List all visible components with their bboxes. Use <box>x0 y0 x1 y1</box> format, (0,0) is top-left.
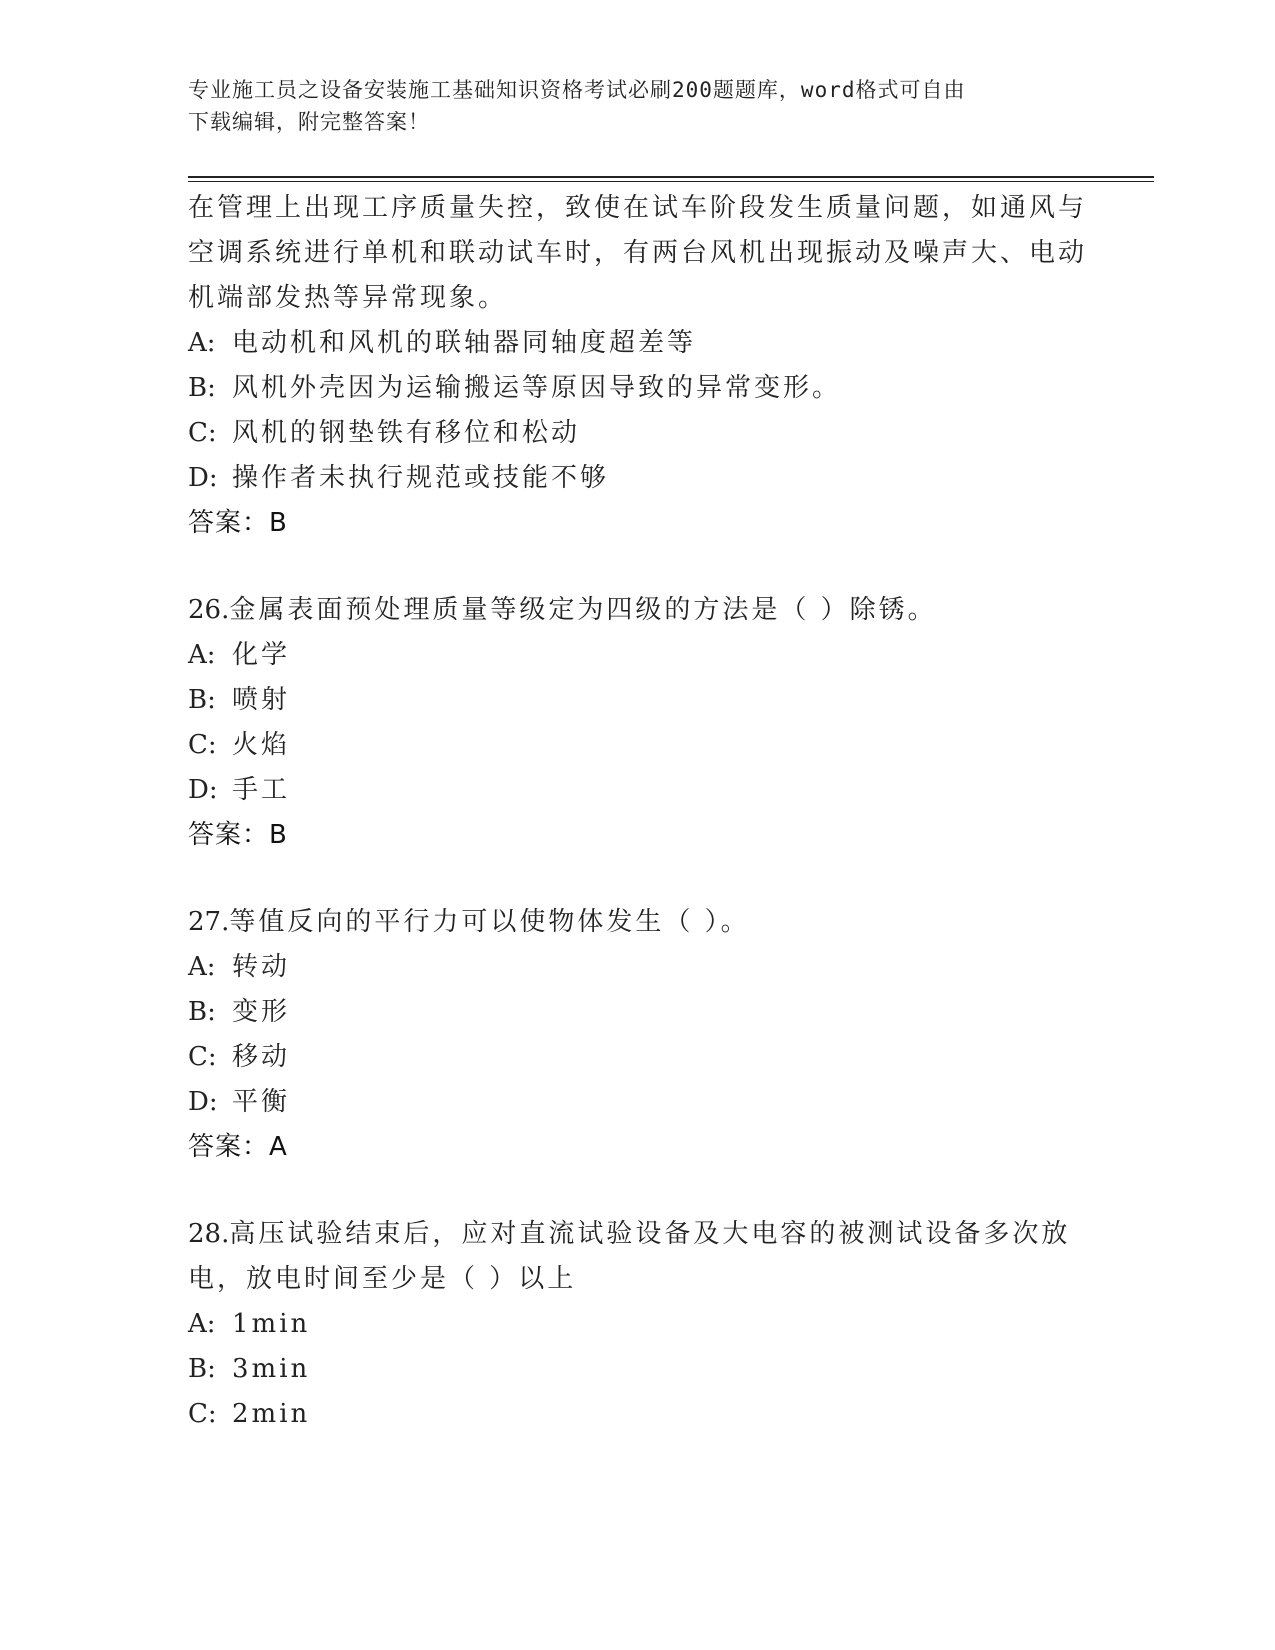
option-letter: C: <box>188 1399 217 1429</box>
option-text: 1min <box>232 1309 311 1339</box>
header-line-2: 下载编辑，附完整答案！ <box>188 110 430 134</box>
option-text: 3min <box>232 1354 311 1384</box>
option-letter: A: <box>188 952 216 982</box>
option-a <box>188 321 1108 366</box>
option-a <box>188 1302 1108 1347</box>
option-b <box>188 1347 1108 1392</box>
header-divider-top <box>188 176 1154 178</box>
question-text: 金属表面预处理质量等级定为四级的方法是（ ）除锈。 <box>229 595 937 625</box>
answer-line: 答案：B <box>188 820 288 850</box>
question-stem <box>188 1212 1108 1302</box>
option-letter: D: <box>188 775 218 805</box>
option-text: 化学 <box>232 640 291 670</box>
option-c <box>188 723 1108 768</box>
header-divider-bottom <box>188 181 1154 182</box>
question-text: 在管理上出现工序质量失控，致使在试车阶段发生质量问题，如通风与空调系统进行单机和联动试车时，有两台风机出现振动及噪声大、电动机端部发热等异常现象。 <box>188 193 1088 313</box>
option-text: 喷射 <box>232 685 291 715</box>
option-letter: C: <box>188 730 217 760</box>
option-letter: B: <box>188 373 216 403</box>
option-text: 火焰 <box>232 730 291 760</box>
option-letter: C: <box>188 1042 217 1072</box>
option-letter: A: <box>188 640 216 670</box>
option-text: 移动 <box>232 1042 291 1072</box>
answer-line: 答案：A <box>188 1132 288 1162</box>
option-text: 风机外壳因为运输搬运等原因导致的异常变形。 <box>232 373 842 403</box>
option-a <box>188 945 1108 990</box>
question-block <box>188 588 1108 858</box>
option-text: 2min <box>232 1399 311 1429</box>
option-text: 风机的钢垫铁有移位和松动 <box>232 418 581 448</box>
option-letter: B: <box>188 997 216 1027</box>
question-stem <box>188 900 1108 945</box>
question-block <box>188 186 1108 546</box>
option-c <box>188 1035 1108 1080</box>
option-text: 操作者未执行规范或技能不够 <box>232 463 610 493</box>
option-c <box>188 1392 1108 1437</box>
option-text: 电动机和风机的联轴器同轴度超差等 <box>232 328 697 358</box>
question-number: 26. <box>188 595 230 625</box>
option-d <box>188 1080 1108 1125</box>
answer-line: 答案：B <box>188 508 288 538</box>
question-number: 27. <box>188 907 230 937</box>
option-b <box>188 366 1108 411</box>
option-letter: B: <box>188 1354 216 1384</box>
option-a <box>188 633 1108 678</box>
question-text: 等值反向的平行力可以使物体发生（ ）。 <box>229 907 750 937</box>
question-number: 28. <box>188 1219 230 1249</box>
question-text: 高压试验结束后，应对直流试验设备及大电容的被测试设备多次放电，放电时间至少是（ ）以上 <box>188 1219 1071 1294</box>
option-c <box>188 411 1108 456</box>
header-line-1: 专业施工员之设备安装施工基础知识资格考试必刷200题题库，word格式可自由 <box>188 78 966 102</box>
question-stem <box>188 186 1108 321</box>
option-text: 变形 <box>232 997 291 1027</box>
option-letter: D: <box>188 1087 218 1117</box>
option-letter: A: <box>188 1309 216 1339</box>
option-letter: A: <box>188 328 216 358</box>
option-b <box>188 678 1108 723</box>
option-letter: B: <box>188 685 216 715</box>
option-text: 平衡 <box>232 1087 291 1117</box>
option-letter: D: <box>188 463 218 493</box>
option-b <box>188 990 1108 1035</box>
question-list <box>188 186 1108 1437</box>
question-stem <box>188 588 1108 633</box>
option-d <box>188 768 1108 813</box>
option-text: 手工 <box>232 775 291 805</box>
document-header <box>188 74 1068 138</box>
option-d <box>188 456 1108 501</box>
question-block <box>188 1212 1108 1437</box>
option-text: 转动 <box>232 952 291 982</box>
option-letter: C: <box>188 418 217 448</box>
question-block <box>188 900 1108 1170</box>
